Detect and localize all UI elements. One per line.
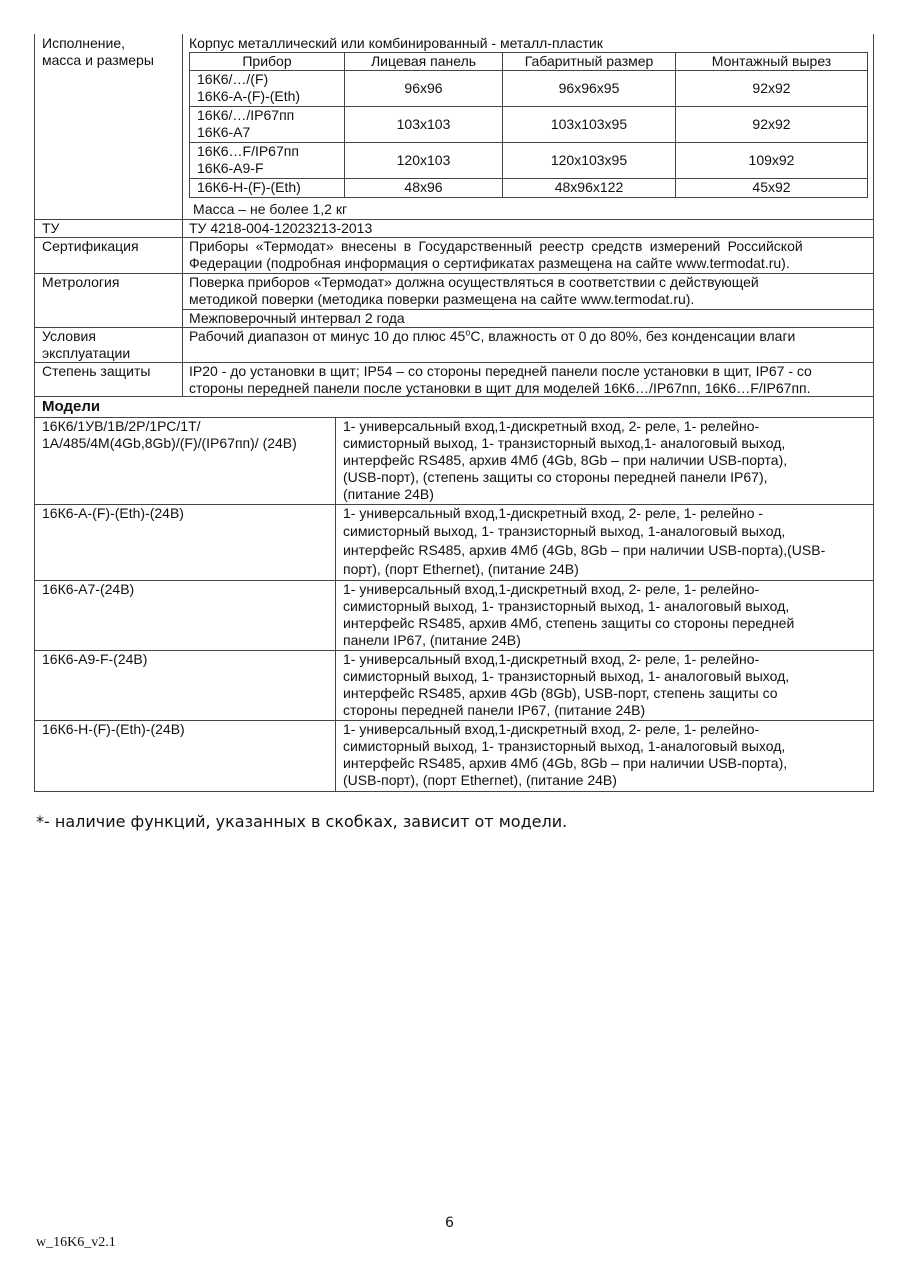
page-number: 6 [445, 1215, 454, 1231]
model-desc: симисторный выход, 1- транзисторный выход, 1-аналоговый выход, [343, 523, 786, 539]
model-desc: (USB-порт), (порт Ethernet), (питание 24В) [343, 772, 617, 788]
front-cell: 48x96 [404, 179, 443, 195]
header-overall: Габаритный размер [524, 53, 654, 69]
front-cell: 120x103 [396, 152, 451, 168]
model-name: 16К6-А-(F)-(Eth)-(24В) [42, 505, 184, 521]
front-cell: 103x103 [396, 116, 451, 132]
model-desc: 1- универсальный вход,1-дискретный вход, 2- реле, 1- релейно - [343, 505, 764, 521]
model-desc: (питание 24В) [343, 486, 434, 502]
label-execution-2: масса и размеры [42, 52, 154, 68]
header-cutout: Монтажный вырез [711, 53, 832, 69]
device-cell: 16К6…F/IP67пп [197, 143, 299, 159]
label-conditions-1: Условия [42, 328, 96, 344]
model-desc: порт), (порт Ethernet), (питание 24В) [343, 561, 579, 577]
model-desc: стороны передней панели IP67, (питание 24В) [343, 702, 646, 718]
model-name: 1А/485/4М(4Gb,8Gb)/(F)/(IP67пп)/ (24В) [42, 435, 297, 451]
model-name: 16К6-А9-F-(24В) [42, 651, 148, 667]
device-cell: 16К6-А7 [197, 124, 251, 140]
protection-line1: IP20 - до установки в щит; IP54 – со стороны передней панели после установки в щит, IP67 - со [189, 363, 812, 379]
model-desc: интерфейс RS485, архив 4Мб (4Gb, 8Gb – при наличии USB-порта), [343, 755, 788, 771]
housing-text: Корпус металлический или комбинированный - металл-пластик [189, 35, 603, 51]
tu-value: ТУ 4218-004-12023213-2013 [189, 220, 373, 236]
certification-line2: Федерации (подробная информация о сертификатах размещена на сайте www.termodat.ru). [189, 255, 790, 271]
model-desc: интерфейс RS485, архив 4Мб, степень защиты со стороны передней [343, 615, 795, 631]
device-cell: 16К6-А-(F)-(Eth) [197, 88, 301, 104]
model-desc: панели IP67, (питание 24В) [343, 632, 521, 648]
model-desc: 1- универсальный вход,1-дискретный вход, 2- реле, 1- релейно- [343, 721, 760, 737]
model-desc: симисторный выход, 1- транзисторный выход, 1- аналоговый выход, [343, 598, 790, 614]
overall-cell: 48x96x122 [554, 179, 624, 195]
models-heading: Модели [42, 398, 101, 415]
label-protection: Степень защиты [42, 363, 151, 379]
model-desc: симисторный выход, 1- транзисторный выход, 1-аналоговый выход, [343, 738, 786, 754]
model-name: 16К6-А7-(24В) [42, 581, 135, 597]
cutout-cell: 45x92 [752, 179, 791, 195]
model-desc: интерфейс RS485, архив 4Gb (8Gb), USB-порт, степень защиты со [343, 685, 778, 701]
label-conditions-2: эксплуатации [42, 345, 131, 361]
model-desc: симисторный выход, 1- транзисторный выход,1- аналоговый выход, [343, 435, 786, 451]
overall-cell: 120x103x95 [550, 152, 628, 168]
cutout-cell: 92x92 [752, 80, 791, 96]
front-cell: 96x96 [404, 80, 443, 96]
border [34, 34, 35, 396]
model-desc: 1- универсальный вход,1-дискретный вход, 2- реле, 1- релейно- [343, 418, 760, 434]
cutout-cell: 109x92 [748, 152, 795, 168]
label-metrology: Метрология [42, 274, 120, 290]
header-front: Лицевая панель [370, 53, 477, 69]
document-id: w_16K6_v2.1 [36, 1235, 116, 1250]
metrology-interval: Межповерочный интервал 2 года [189, 310, 405, 326]
mass-text: Масса – не более 1,2 кг [193, 201, 348, 217]
model-desc: симисторный выход, 1- транзисторный выход, 1- аналоговый выход, [343, 668, 790, 684]
label-tu: ТУ [42, 220, 60, 236]
overall-cell: 103x103x95 [550, 116, 628, 132]
header-device: Прибор [242, 53, 292, 69]
cutout-cell: 92x92 [752, 116, 791, 132]
model-name: 16К6/1УВ/1В/2Р/1РС/1Т/ [42, 418, 201, 434]
certification-line1: Приборы «Термодат» внесены в Государственный реестр средств измерений Российской [189, 238, 803, 254]
metrology-line2: методикой поверки (методика поверки размещена на сайте www.termodat.ru). [189, 291, 695, 307]
metrology-line1: Поверка приборов «Термодат» должна осуществляться в соответствии с действующей [189, 274, 759, 290]
device-cell: 16К6/…/IP67пп [197, 107, 295, 123]
device-cell: 16К6-А9-F [197, 160, 264, 176]
model-desc: интерфейс RS485, архив 4Мб (4Gb, 8Gb – при наличии USB-порта), [343, 452, 788, 468]
device-cell: 16К6/…/(F) [197, 71, 269, 87]
conditions-value: Рабочий диапазон от минус 10 до плюс 45$^o$С, влажность от 0 до 80%, без конденсации влаги [189, 327, 796, 344]
model-name: 16К6-Н-(F)-(Eth)-(24В) [42, 721, 185, 737]
footnote: *- наличие функций, указанных в скобках, зависит от модели. [36, 812, 568, 831]
protection-line2: стороны передней панели после установки в щит для моделей 16К6…/IP67пп, 16К6…F/IP67пп. [189, 380, 811, 396]
model-desc: 1- универсальный вход,1-дискретный вход, 2- реле, 1- релейно- [343, 581, 760, 597]
model-desc: 1- универсальный вход,1-дискретный вход, 2- реле, 1- релейно- [343, 651, 760, 667]
border [873, 34, 874, 396]
device-cell: 16К6-Н-(F)-(Eth) [197, 179, 301, 195]
model-desc: (USB-порт), (степень защиты со стороны передней панели IP67), [343, 469, 768, 485]
label-certification: Сертификация [42, 238, 139, 254]
border [182, 34, 183, 396]
overall-cell: 96x96x95 [558, 80, 620, 96]
model-desc: интерфейс RS485, архив 4Мб (4Gb, 8Gb – при наличии USB-порта),(USB- [343, 542, 826, 558]
label-execution-1: Исполнение, [42, 35, 126, 51]
